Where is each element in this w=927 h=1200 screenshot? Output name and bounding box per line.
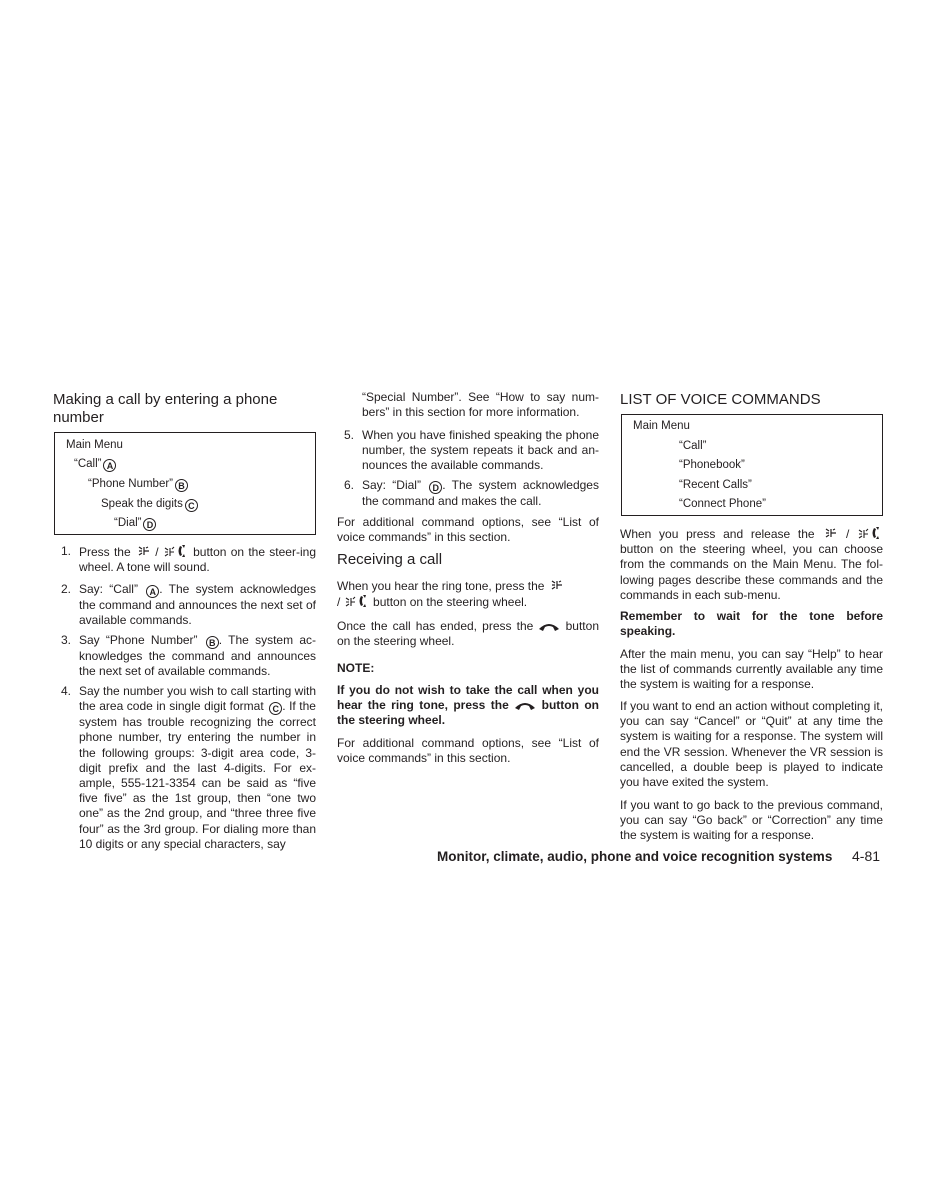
paragraph: For additional command options, see “List of voice commands” in this section. xyxy=(337,736,599,766)
note-label: NOTE: xyxy=(337,661,375,675)
phone-talk-icon xyxy=(344,594,370,608)
step-text-post: . The system acknowledges the command and announces the next set of available commands. xyxy=(79,582,316,628)
step-text xyxy=(362,478,599,509)
talk-icon xyxy=(822,526,838,540)
paragraph: If you want to go back to the previous command, you can say “Go back” or “Correction” any time the system is waiting for a response. xyxy=(620,798,883,843)
paragraph: For additional command options, see “List of voice commands” in this section. xyxy=(337,515,599,545)
menu-line-text: “Call” xyxy=(74,458,102,470)
note-text xyxy=(337,683,599,729)
step-number: 4. xyxy=(61,684,72,698)
hang-up-icon xyxy=(514,701,536,711)
hang-up-icon xyxy=(538,622,560,632)
step-number: 5. xyxy=(344,428,355,442)
menu-line: “Connect Phone” xyxy=(679,498,766,510)
marker-d: D xyxy=(143,518,156,531)
menu-line-dial xyxy=(114,516,156,531)
text: button on the steering wheel. xyxy=(337,698,599,728)
menu-line-speak-digits xyxy=(101,497,198,512)
paragraph: When you press and release the / button on the steering wheel, you can choose from the commands on the Main Menu. The fol-lowing pages describe these commands and the commands in each sub-menu. xyxy=(620,527,883,602)
talk-icon xyxy=(135,544,151,558)
phone-talk-icon xyxy=(857,526,883,540)
menu-diagram xyxy=(54,432,316,535)
step-number: 2. xyxy=(61,582,72,596)
menu-line-call xyxy=(74,457,116,472)
paragraph: If you want to end an action without completing it, you can say “Cancel” or “Quit” at any time the system is waiting for a response. The system will end the VR session. Whenever the VR session is cancelled, a double beep is played to indicate you have exited the system. xyxy=(620,699,883,790)
bold-instruction: Remember to wait for the tone before speaking. xyxy=(620,609,883,639)
step-text-pre: Say “Phone Number” xyxy=(79,633,198,647)
text: When you hear the ring tone, press the xyxy=(337,579,545,593)
menu-line: “Call” xyxy=(679,440,707,452)
section-heading: Receiving a call xyxy=(337,551,443,568)
footer-title: Monitor, climate, audio, phone and voice recognition systems xyxy=(437,849,833,864)
menu-line: Main Menu xyxy=(66,439,123,451)
step-text-pre: Say the number you wish to call starting with the area code in single digit format xyxy=(79,684,316,714)
text: If you do not wish to take the call when you hear the ring tone, press the xyxy=(337,683,599,713)
step-text-pre: Say: “Dial” xyxy=(362,478,421,492)
menu-line: “Recent Calls” xyxy=(679,479,752,491)
text: button on the steering wheel. xyxy=(337,619,599,649)
marker-a: A xyxy=(103,459,116,472)
marker-b: B xyxy=(175,479,188,492)
menu-line-text: “Phone Number” xyxy=(88,478,174,490)
menu-line-text: Speak the digits xyxy=(101,498,183,510)
menu-line: Main Menu xyxy=(633,420,690,432)
page-number: 4-81 xyxy=(852,848,881,864)
step-text-pre: Say: “Call” xyxy=(79,582,138,596)
step-text-post: . The system ac-knowledges the command and announces the next set of available commands. xyxy=(79,633,316,679)
step-number: 1. xyxy=(61,544,72,558)
paragraph-receive: When you hear the ring tone, press the / button on the steering wheel. xyxy=(337,578,599,610)
menu-line: “Phonebook” xyxy=(679,459,745,471)
text: Once the call has ended, press the xyxy=(337,619,534,633)
step-text xyxy=(79,633,316,679)
menu-line-phone-number xyxy=(88,477,188,492)
step-text xyxy=(79,582,316,628)
step-text: When you have finished speaking the phone number, the system repeats it back and an-nounces the available commands. xyxy=(362,428,599,473)
text: button on the steering wheel, you can choose from the commands on the Main Menu. The fol-lowing pages describe these commands and the commands in each sub-menu. xyxy=(620,542,883,602)
step-number: 3. xyxy=(61,633,72,647)
phone-talk-icon xyxy=(163,544,189,558)
step-text-post: . If the system has trouble recognizing the correct phone number, try entering the number in the following groups: 3-digit area code, 3-digit prefix and the last 4-digits. For ex-ample, 555-121-3354 can be said as “five five five” as the 1st group, then “one two one” as the 2nd group, and “three three five four” as the 3rd group. For dialing more than 10 digits or any special characters, say xyxy=(79,699,316,851)
talk-icon xyxy=(548,578,564,592)
marker-c: C xyxy=(269,702,282,715)
marker-d: D xyxy=(429,481,442,494)
step-text-pre: Press the xyxy=(79,545,131,559)
paragraph: After the main menu, you can say “Help” to hear the list of commands currently available any time the system is waiting for a response. xyxy=(620,647,883,692)
step-number: 6. xyxy=(344,478,355,492)
step-text-post: . The system acknowledges the command and makes the call. xyxy=(362,478,599,508)
step-text-post: button on the steer-ing wheel. A tone will sound. xyxy=(79,545,316,575)
text: When you press and release the xyxy=(620,527,815,541)
menu-line-text: “Dial” xyxy=(114,517,142,529)
text: button on the steering wheel. xyxy=(373,595,528,610)
step-text xyxy=(79,684,316,852)
menu-diagram xyxy=(621,414,883,516)
marker-c: C xyxy=(185,499,198,512)
step-4-continued: “Special Number”. See “How to say num-bers” in this section for more information. xyxy=(362,390,599,420)
marker-a: A xyxy=(146,585,159,598)
section-heading: Making a call by entering a phone number xyxy=(53,391,278,426)
step-text: Press the / button on the steer-ing wheel. A tone will sound. xyxy=(79,545,316,575)
section-heading: LIST OF VOICE COMMANDS xyxy=(620,391,821,408)
marker-b: B xyxy=(206,636,219,649)
paragraph-end-call xyxy=(337,619,599,649)
